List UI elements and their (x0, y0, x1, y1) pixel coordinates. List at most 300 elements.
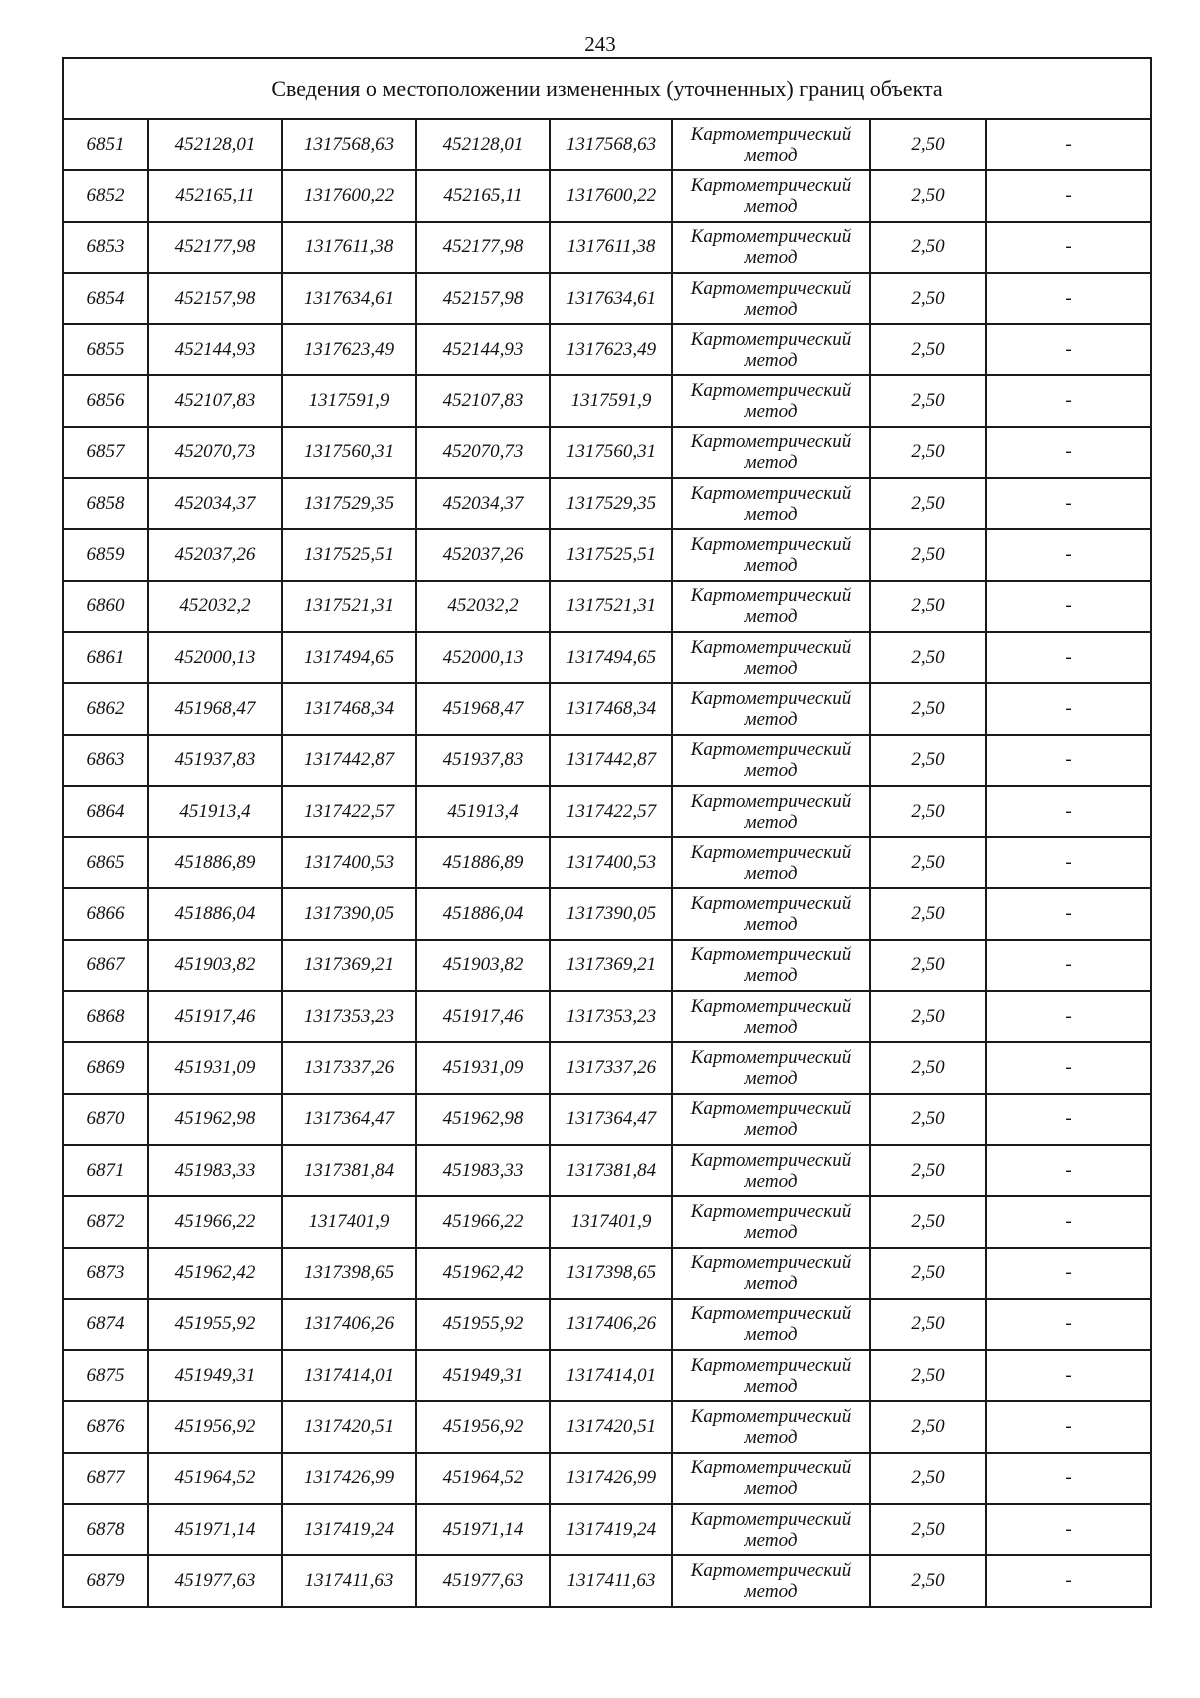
x-existing-cell: 452107,83 (148, 375, 282, 426)
table-row (63, 940, 1151, 991)
method-line-2: метод (744, 1478, 798, 1500)
x-refined-cell: 451949,31 (416, 1350, 550, 1401)
y-existing-cell: 1317369,21 (282, 940, 416, 991)
x-refined-cell: 451931,09 (416, 1042, 550, 1093)
method-line-1: Картометрический (690, 1252, 852, 1274)
method-cell (672, 632, 870, 683)
method-line-1: Картометрический (690, 380, 852, 402)
method-cell (672, 1350, 870, 1401)
y-existing-cell: 1317420,51 (282, 1401, 416, 1452)
table-row (63, 1350, 1151, 1401)
point-number-cell: 6856 (63, 375, 148, 426)
table-row (63, 1094, 1151, 1145)
point-number-cell: 6864 (63, 786, 148, 837)
table-row (63, 888, 1151, 939)
x-refined-cell: 451977,63 (416, 1555, 550, 1606)
method-line-2: метод (744, 811, 798, 833)
table-row (63, 991, 1151, 1042)
description-cell: - (986, 427, 1151, 478)
method-line-2: метод (744, 555, 798, 577)
y-existing-cell: 1317411,63 (282, 1555, 416, 1606)
y-refined-cell: 1317419,24 (550, 1504, 672, 1555)
x-existing-cell: 451962,42 (148, 1248, 282, 1299)
accuracy-cell: 2,50 (870, 1299, 986, 1350)
description-cell: - (986, 632, 1151, 683)
point-number-cell: 6859 (63, 529, 148, 580)
method-cell (672, 1248, 870, 1299)
y-existing-cell: 1317634,61 (282, 273, 416, 324)
accuracy-cell: 2,50 (870, 786, 986, 837)
point-number-cell: 6853 (63, 222, 148, 273)
method-cell (672, 1555, 870, 1606)
accuracy-cell: 2,50 (870, 837, 986, 888)
description-cell: - (986, 991, 1151, 1042)
method-cell (672, 427, 870, 478)
method-cell (672, 581, 870, 632)
point-number-cell: 6861 (63, 632, 148, 683)
y-refined-cell: 1317611,38 (550, 222, 672, 273)
x-refined-cell: 452165,11 (416, 170, 550, 221)
x-existing-cell: 452157,98 (148, 273, 282, 324)
method-cell (672, 1196, 870, 1247)
point-number-cell: 6870 (63, 1094, 148, 1145)
table-row (63, 273, 1151, 324)
y-existing-cell: 1317426,99 (282, 1453, 416, 1504)
method-line-2: метод (744, 606, 798, 628)
accuracy-cell: 2,50 (870, 478, 986, 529)
y-refined-cell: 1317560,31 (550, 427, 672, 478)
table-row (63, 683, 1151, 734)
point-number-cell: 6860 (63, 581, 148, 632)
y-refined-cell: 1317401,9 (550, 1196, 672, 1247)
x-existing-cell: 451937,83 (148, 735, 282, 786)
accuracy-cell: 2,50 (870, 273, 986, 324)
method-line-1: Картометрический (690, 1559, 852, 1581)
method-line-1: Картометрический (690, 1354, 852, 1376)
page-number: 243 (584, 32, 616, 56)
x-existing-cell: 451886,04 (148, 888, 282, 939)
table-row (63, 837, 1151, 888)
x-existing-cell: 451966,22 (148, 1196, 282, 1247)
description-cell: - (986, 940, 1151, 991)
point-number-cell: 6866 (63, 888, 148, 939)
point-number-cell: 6854 (63, 273, 148, 324)
table-row (63, 735, 1151, 786)
x-existing-cell: 452032,2 (148, 581, 282, 632)
y-existing-cell: 1317398,65 (282, 1248, 416, 1299)
point-number-cell: 6858 (63, 478, 148, 529)
accuracy-cell: 2,50 (870, 1145, 986, 1196)
method-line-1: Картометрический (690, 1149, 852, 1171)
method-line-2: метод (744, 503, 798, 525)
point-number-cell: 6863 (63, 735, 148, 786)
method-line-2: метод (744, 144, 798, 166)
accuracy-cell: 2,50 (870, 1042, 986, 1093)
y-refined-cell: 1317400,53 (550, 837, 672, 888)
y-refined-cell: 1317494,65 (550, 632, 672, 683)
table-row (63, 529, 1151, 580)
y-refined-cell: 1317529,35 (550, 478, 672, 529)
y-existing-cell: 1317521,31 (282, 581, 416, 632)
method-line-2: метод (744, 1273, 798, 1295)
table-row (63, 1401, 1151, 1452)
x-refined-cell: 451962,98 (416, 1094, 550, 1145)
y-existing-cell: 1317468,34 (282, 683, 416, 734)
y-refined-cell: 1317422,57 (550, 786, 672, 837)
table-row (63, 1504, 1151, 1555)
accuracy-cell: 2,50 (870, 324, 986, 375)
y-refined-cell: 1317600,22 (550, 170, 672, 221)
y-refined-cell: 1317525,51 (550, 529, 672, 580)
x-existing-cell: 451931,09 (148, 1042, 282, 1093)
x-refined-cell: 452144,93 (416, 324, 550, 375)
method-cell (672, 529, 870, 580)
description-cell: - (986, 1299, 1151, 1350)
table-row (63, 632, 1151, 683)
y-existing-cell: 1317494,65 (282, 632, 416, 683)
description-cell: - (986, 375, 1151, 426)
accuracy-cell: 2,50 (870, 991, 986, 1042)
point-number-cell: 6877 (63, 1453, 148, 1504)
method-line-2: метод (744, 1375, 798, 1397)
x-existing-cell: 451977,63 (148, 1555, 282, 1606)
method-line-1: Картометрический (690, 893, 852, 915)
accuracy-cell: 2,50 (870, 1555, 986, 1606)
x-existing-cell: 452070,73 (148, 427, 282, 478)
table-row (63, 478, 1151, 529)
x-refined-cell: 452157,98 (416, 273, 550, 324)
method-cell (672, 940, 870, 991)
y-refined-cell: 1317623,49 (550, 324, 672, 375)
y-refined-cell: 1317398,65 (550, 1248, 672, 1299)
method-line-1: Картометрический (690, 226, 852, 248)
description-cell: - (986, 529, 1151, 580)
description-cell: - (986, 837, 1151, 888)
x-refined-cell: 451968,47 (416, 683, 550, 734)
description-cell: - (986, 735, 1151, 786)
method-line-2: метод (744, 452, 798, 474)
x-refined-cell: 452000,13 (416, 632, 550, 683)
y-refined-cell: 1317426,99 (550, 1453, 672, 1504)
method-line-1: Картометрический (690, 944, 852, 966)
x-existing-cell: 451903,82 (148, 940, 282, 991)
y-existing-cell: 1317390,05 (282, 888, 416, 939)
method-line-1: Картометрический (690, 1200, 852, 1222)
description-cell: - (986, 324, 1151, 375)
method-cell (672, 786, 870, 837)
y-existing-cell: 1317401,9 (282, 1196, 416, 1247)
point-number-cell: 6867 (63, 940, 148, 991)
method-line-1: Картометрический (690, 1098, 852, 1120)
x-existing-cell: 451964,52 (148, 1453, 282, 1504)
method-line-2: метод (744, 1119, 798, 1141)
method-line-1: Картометрический (690, 1406, 852, 1428)
method-cell (672, 1453, 870, 1504)
accuracy-cell: 2,50 (870, 119, 986, 170)
y-existing-cell: 1317568,63 (282, 119, 416, 170)
y-refined-cell: 1317353,23 (550, 991, 672, 1042)
x-existing-cell: 452144,93 (148, 324, 282, 375)
description-cell: - (986, 273, 1151, 324)
x-refined-cell: 451913,4 (416, 786, 550, 837)
method-line-1: Картометрический (690, 123, 852, 145)
x-refined-cell: 452034,37 (416, 478, 550, 529)
method-cell (672, 1401, 870, 1452)
y-existing-cell: 1317442,87 (282, 735, 416, 786)
method-line-1: Картометрический (690, 739, 852, 761)
table-caption: Сведения о местоположении измененных (уточненных) границ объекта (63, 58, 1151, 119)
description-cell: - (986, 1145, 1151, 1196)
method-cell (672, 683, 870, 734)
accuracy-cell: 2,50 (870, 1094, 986, 1145)
y-existing-cell: 1317525,51 (282, 529, 416, 580)
x-refined-cell: 452070,73 (416, 427, 550, 478)
boundary-coordinates-table (62, 57, 1152, 1608)
description-cell: - (986, 1196, 1151, 1247)
method-cell (672, 1094, 870, 1145)
y-existing-cell: 1317529,35 (282, 478, 416, 529)
x-refined-cell: 452107,83 (416, 375, 550, 426)
method-cell (672, 170, 870, 221)
description-cell: - (986, 1042, 1151, 1093)
point-number-cell: 6852 (63, 170, 148, 221)
table-row (63, 1145, 1151, 1196)
table-row (63, 1248, 1151, 1299)
x-refined-cell: 452037,26 (416, 529, 550, 580)
point-number-cell: 6876 (63, 1401, 148, 1452)
accuracy-cell: 2,50 (870, 1350, 986, 1401)
description-cell: - (986, 1248, 1151, 1299)
table-row (63, 119, 1151, 170)
method-line-2: метод (744, 195, 798, 217)
method-line-2: метод (744, 914, 798, 936)
method-line-2: метод (744, 1016, 798, 1038)
accuracy-cell: 2,50 (870, 375, 986, 426)
point-number-cell: 6862 (63, 683, 148, 734)
table-row (63, 786, 1151, 837)
y-refined-cell: 1317364,47 (550, 1094, 672, 1145)
x-refined-cell: 451966,22 (416, 1196, 550, 1247)
table-row (63, 581, 1151, 632)
table-row (63, 1196, 1151, 1247)
method-line-1: Картометрический (690, 687, 852, 709)
x-existing-cell: 451956,92 (148, 1401, 282, 1452)
description-cell: - (986, 786, 1151, 837)
method-line-2: метод (744, 349, 798, 371)
y-refined-cell: 1317420,51 (550, 1401, 672, 1452)
method-cell (672, 888, 870, 939)
method-cell (672, 273, 870, 324)
accuracy-cell: 2,50 (870, 1248, 986, 1299)
accuracy-cell: 2,50 (870, 1401, 986, 1452)
method-line-2: метод (744, 657, 798, 679)
y-existing-cell: 1317364,47 (282, 1094, 416, 1145)
x-refined-cell: 451971,14 (416, 1504, 550, 1555)
method-line-2: метод (744, 401, 798, 423)
method-line-1: Картометрический (690, 482, 852, 504)
method-line-2: метод (744, 1427, 798, 1449)
y-existing-cell: 1317591,9 (282, 375, 416, 426)
x-existing-cell: 451983,33 (148, 1145, 282, 1196)
table-row (63, 222, 1151, 273)
method-line-1: Картометрический (690, 636, 852, 658)
y-refined-cell: 1317634,61 (550, 273, 672, 324)
method-line-2: метод (744, 1067, 798, 1089)
description-cell: - (986, 1504, 1151, 1555)
method-line-2: метод (744, 247, 798, 269)
accuracy-cell: 2,50 (870, 940, 986, 991)
table-row (63, 1555, 1151, 1606)
x-existing-cell: 452128,01 (148, 119, 282, 170)
y-existing-cell: 1317353,23 (282, 991, 416, 1042)
x-refined-cell: 451903,82 (416, 940, 550, 991)
point-number-cell: 6851 (63, 119, 148, 170)
x-existing-cell: 451917,46 (148, 991, 282, 1042)
y-existing-cell: 1317400,53 (282, 837, 416, 888)
method-line-1: Картометрический (690, 174, 852, 196)
x-refined-cell: 451886,04 (416, 888, 550, 939)
method-line-2: метод (744, 862, 798, 884)
table-row (63, 1042, 1151, 1093)
method-line-2: метод (744, 1324, 798, 1346)
x-existing-cell: 452037,26 (148, 529, 282, 580)
y-refined-cell: 1317591,9 (550, 375, 672, 426)
y-refined-cell: 1317411,63 (550, 1555, 672, 1606)
x-refined-cell: 451956,92 (416, 1401, 550, 1452)
x-refined-cell: 451955,92 (416, 1299, 550, 1350)
x-refined-cell: 451937,83 (416, 735, 550, 786)
method-line-2: метод (744, 708, 798, 730)
accuracy-cell: 2,50 (870, 1504, 986, 1555)
accuracy-cell: 2,50 (870, 1453, 986, 1504)
accuracy-cell: 2,50 (870, 888, 986, 939)
x-existing-cell: 451962,98 (148, 1094, 282, 1145)
point-number-cell: 6857 (63, 427, 148, 478)
y-existing-cell: 1317623,49 (282, 324, 416, 375)
y-refined-cell: 1317337,26 (550, 1042, 672, 1093)
method-line-1: Картометрический (690, 328, 852, 350)
point-number-cell: 6872 (63, 1196, 148, 1247)
y-refined-cell: 1317442,87 (550, 735, 672, 786)
x-existing-cell: 452000,13 (148, 632, 282, 683)
description-cell: - (986, 581, 1151, 632)
description-cell: - (986, 1555, 1151, 1606)
x-existing-cell: 452034,37 (148, 478, 282, 529)
table-row (63, 375, 1151, 426)
y-refined-cell: 1317414,01 (550, 1350, 672, 1401)
method-cell (672, 837, 870, 888)
description-cell: - (986, 1350, 1151, 1401)
method-line-2: метод (744, 1170, 798, 1192)
accuracy-cell: 2,50 (870, 632, 986, 683)
x-existing-cell: 451968,47 (148, 683, 282, 734)
y-existing-cell: 1317600,22 (282, 170, 416, 221)
method-line-1: Картометрический (690, 431, 852, 453)
description-cell: - (986, 1401, 1151, 1452)
method-cell (672, 222, 870, 273)
description-cell: - (986, 170, 1151, 221)
method-cell (672, 1042, 870, 1093)
y-existing-cell: 1317422,57 (282, 786, 416, 837)
method-line-1: Картометрический (690, 1508, 852, 1530)
method-cell (672, 1299, 870, 1350)
method-cell (672, 375, 870, 426)
method-cell (672, 119, 870, 170)
method-line-1: Картометрический (690, 1046, 852, 1068)
x-refined-cell: 452177,98 (416, 222, 550, 273)
point-number-cell: 6874 (63, 1299, 148, 1350)
y-refined-cell: 1317568,63 (550, 119, 672, 170)
point-number-cell: 6878 (63, 1504, 148, 1555)
description-cell: - (986, 1094, 1151, 1145)
description-cell: - (986, 683, 1151, 734)
accuracy-cell: 2,50 (870, 735, 986, 786)
x-existing-cell: 451913,4 (148, 786, 282, 837)
method-line-1: Картометрический (690, 534, 852, 556)
description-cell: - (986, 888, 1151, 939)
method-line-2: метод (744, 760, 798, 782)
x-refined-cell: 451886,89 (416, 837, 550, 888)
x-existing-cell: 451971,14 (148, 1504, 282, 1555)
y-existing-cell: 1317419,24 (282, 1504, 416, 1555)
point-number-cell: 6871 (63, 1145, 148, 1196)
table-row (63, 1299, 1151, 1350)
description-cell: - (986, 119, 1151, 170)
point-number-cell: 6855 (63, 324, 148, 375)
y-existing-cell: 1317337,26 (282, 1042, 416, 1093)
point-number-cell: 6868 (63, 991, 148, 1042)
point-number-cell: 6865 (63, 837, 148, 888)
y-existing-cell: 1317381,84 (282, 1145, 416, 1196)
method-line-1: Картометрический (690, 995, 852, 1017)
accuracy-cell: 2,50 (870, 170, 986, 221)
table-row (63, 324, 1151, 375)
method-cell (672, 324, 870, 375)
description-cell: - (986, 478, 1151, 529)
x-existing-cell: 452165,11 (148, 170, 282, 221)
y-existing-cell: 1317414,01 (282, 1350, 416, 1401)
method-line-1: Картометрический (690, 1457, 852, 1479)
x-refined-cell: 452128,01 (416, 119, 550, 170)
method-line-1: Картометрический (690, 841, 852, 863)
y-existing-cell: 1317611,38 (282, 222, 416, 273)
accuracy-cell: 2,50 (870, 1196, 986, 1247)
method-cell (672, 478, 870, 529)
accuracy-cell: 2,50 (870, 683, 986, 734)
y-refined-cell: 1317521,31 (550, 581, 672, 632)
y-existing-cell: 1317560,31 (282, 427, 416, 478)
x-existing-cell: 451886,89 (148, 837, 282, 888)
y-refined-cell: 1317468,34 (550, 683, 672, 734)
point-number-cell: 6869 (63, 1042, 148, 1093)
table-row (63, 170, 1151, 221)
x-existing-cell: 451949,31 (148, 1350, 282, 1401)
point-number-cell: 6873 (63, 1248, 148, 1299)
x-existing-cell: 451955,92 (148, 1299, 282, 1350)
table-row (63, 1453, 1151, 1504)
method-line-1: Картометрический (690, 790, 852, 812)
point-number-cell: 6875 (63, 1350, 148, 1401)
y-refined-cell: 1317390,05 (550, 888, 672, 939)
point-number-cell: 6879 (63, 1555, 148, 1606)
table-row (63, 427, 1151, 478)
method-cell (672, 991, 870, 1042)
method-line-1: Картометрический (690, 277, 852, 299)
method-line-2: метод (744, 965, 798, 987)
method-line-1: Картометрический (690, 1303, 852, 1325)
x-refined-cell: 451917,46 (416, 991, 550, 1042)
method-cell (672, 1145, 870, 1196)
